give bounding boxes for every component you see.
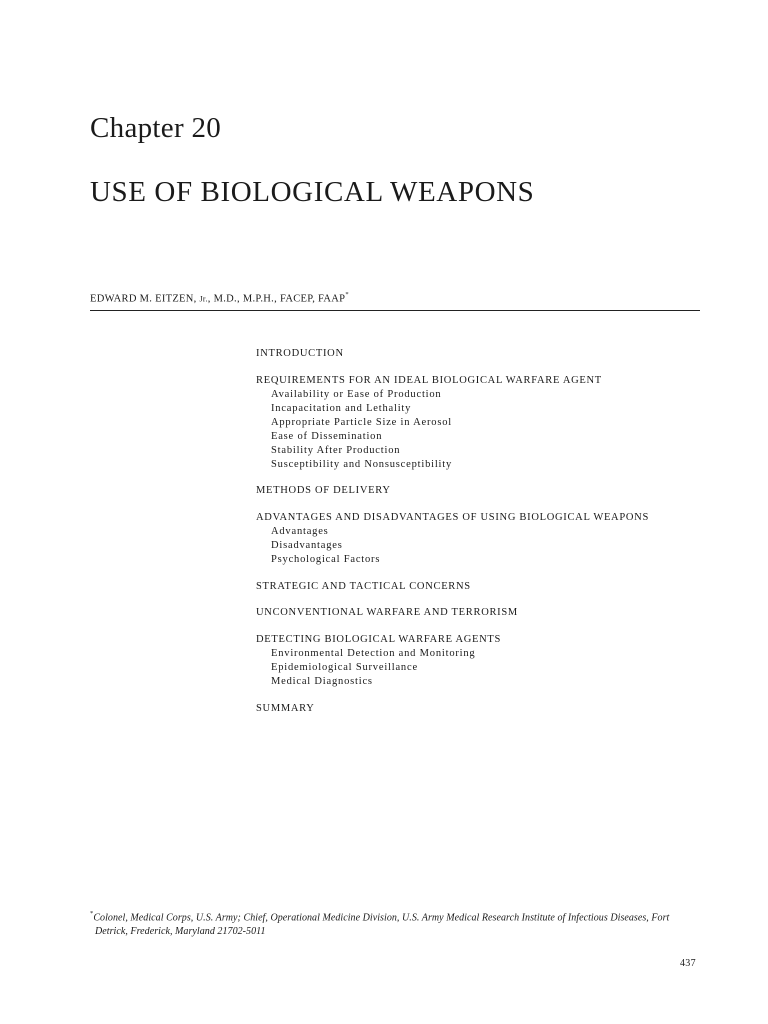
author-footnote [90, 908, 705, 939]
toc-section [256, 511, 716, 567]
toc-heading: SUMMARY [256, 702, 315, 714]
toc-subitem: Environmental Detection and Monitoring [271, 648, 476, 660]
toc-section [256, 347, 716, 361]
toc-subitem: Stability After Production [271, 444, 401, 456]
toc-section [256, 702, 716, 716]
toc-heading: REQUIREMENTS FOR AN IDEAL BIOLOGICAL WARFARE AGENT [256, 374, 602, 386]
toc-subitem: Disadvantages [271, 540, 343, 552]
toc-section [256, 374, 716, 472]
toc-subitem: Epidemiological Surveillance [271, 662, 418, 674]
toc-heading: STRATEGIC AND TACTICAL CONCERNS [256, 580, 471, 592]
toc-subitem: Advantages [271, 526, 329, 538]
chapter-number: Chapter 20 [90, 112, 222, 144]
toc-subitem: Availability or Ease of Production [271, 388, 442, 400]
chapter-title: USE OF BIOLOGICAL WEAPONS [90, 176, 535, 208]
toc-subitem: Susceptibility and Nonsusceptibility [271, 458, 453, 470]
table-of-contents [256, 347, 716, 729]
toc-section [256, 484, 716, 498]
footnote-mark: * [90, 910, 94, 917]
toc-heading: DETECTING BIOLOGICAL WARFARE AGENTS [256, 634, 502, 646]
toc-heading: ADVANTAGES AND DISADVANTAGES OF USING BIOLOGICAL WEAPONS [256, 512, 649, 524]
toc-section [256, 633, 716, 689]
toc-subitem: Incapacitation and Lethality [271, 402, 412, 414]
footnote-line-1: Colonel, Medical Corps, U.S. Army; Chief, Operational Medicine Division, U.S. Army Medical Research Institute of Infectious Diseases, Fort [93, 912, 670, 924]
toc-subitem: Medical Diagnostics [271, 676, 373, 688]
toc-subitem: Ease of Dissemination [271, 430, 383, 442]
footnote-line-2: Detrick, Frederick, Maryland 21702-5011 [95, 926, 266, 938]
author-suffix: Jr. [199, 294, 208, 304]
toc-subitem: Psychological Factors [271, 554, 381, 566]
toc-heading: INTRODUCTION [256, 348, 344, 359]
page-number: 437 [680, 958, 696, 969]
author-divider [90, 310, 700, 311]
author-footnote-mark: * [345, 291, 349, 298]
author-line [90, 292, 349, 305]
author-name: EDWARD M. EITZEN, [90, 293, 200, 305]
author-credentials: , M.D., M.P.H., FACEP, FAAP [207, 293, 346, 305]
toc-heading: UNCONVENTIONAL WARFARE AND TERRORISM [256, 607, 518, 619]
toc-section [256, 580, 716, 594]
toc-heading: METHODS OF DELIVERY [256, 485, 391, 497]
toc-section [256, 606, 716, 620]
toc-subitem: Appropriate Particle Size in Aerosol [271, 416, 453, 428]
